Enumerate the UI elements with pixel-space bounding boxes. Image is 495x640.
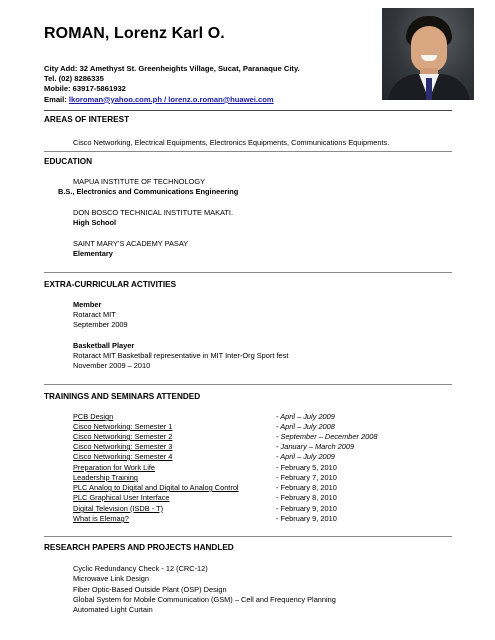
training-date: - February 5, 2010 [276, 463, 337, 472]
divider [44, 272, 452, 273]
training-name: Preparation for Work Life [73, 463, 156, 472]
contact-block [44, 64, 300, 105]
degree-name: B.S., Electronics and Communications Engineering [58, 187, 239, 196]
email-line [44, 95, 300, 105]
areas-text: Cisco Networking, Electrical Equipments, Electronics Equipments, Communications Equipments. [73, 138, 390, 147]
email-label: Email: [44, 94, 69, 104]
training-date: - February 9, 2010 [276, 514, 337, 523]
email-link[interactable]: lkoroman@yahoo.com.ph / lorenz.o.roman@huawei.com [68, 94, 274, 104]
research-item: Microwave Link Design [73, 574, 149, 583]
training-date: - April – July 2009 [276, 452, 335, 461]
profile-photo [382, 8, 474, 100]
research-item: Cyclic Redundancy Check - 12 (CRC-12) [73, 564, 208, 573]
activity-org: Rotaract MIT [73, 310, 116, 319]
training-name: PLC Graphical User Interface [73, 493, 170, 502]
training-name: Leadership Training [73, 473, 138, 482]
education-heading: EDUCATION [44, 157, 93, 166]
areas-heading: AREAS OF INTEREST [44, 115, 130, 124]
activity-role: Member [73, 300, 102, 309]
school-name: MAPUA INSTITUTE OF TECHNOLOGY [73, 177, 206, 186]
school-name: DON BOSCO TECHNICAL INSTITUTE MAKATI. [73, 208, 234, 217]
training-name: Cisco Networking: Semester 4 [73, 452, 173, 461]
training-date: - February 9, 2010 [276, 504, 337, 513]
training-name: What is Elemag? [73, 514, 129, 523]
tel-line: Tel. (02) 8286335 [44, 74, 104, 84]
training-date: - September – December 2008 [276, 432, 378, 441]
divider [44, 384, 452, 385]
activity-role: Basketball Player [73, 341, 135, 350]
training-date: - February 7, 2010 [276, 473, 337, 482]
activity-date: November 2009 – 2010 [73, 361, 151, 370]
training-name: Digital Television (ISDB - T) [73, 504, 164, 513]
research-heading: RESEARCH PAPERS AND PROJECTS HANDLED [44, 543, 234, 552]
training-date: - February 8, 2010 [276, 493, 337, 502]
school-name: SAINT MARY’S ACADEMY PASAY [73, 239, 189, 248]
training-name: Cisco Networking: Semester 1 [73, 422, 173, 431]
degree-name: High School [73, 218, 117, 227]
activity-date: September 2009 [73, 320, 128, 329]
training-name: Cisco Networking: Semester 2 [73, 432, 173, 441]
training-date: - April – July 2009 [276, 412, 335, 421]
training-name: PLC Analog to Digital and Digital to Analog Control [73, 483, 239, 492]
training-name: PCB Design [73, 412, 114, 421]
applicant-name: ROMAN, Lorenz Karl O. [44, 25, 225, 42]
address-line: City Add: 32 Amethyst St. Greenheights Village, Sucat, Paranaque City. [44, 64, 300, 73]
training-date: - April – July 2008 [276, 422, 335, 431]
divider [44, 151, 452, 152]
divider [44, 536, 452, 537]
extra-heading: EXTRA-CURRICULAR ACTIVITIES [44, 280, 177, 289]
training-date: - January – March 2009 [276, 442, 355, 451]
activity-org: Rotaract MIT Basketball representative in MIT Inter-Org Sport fest [73, 351, 289, 360]
training-name: Cisco Networking: Semester 3 [73, 442, 173, 451]
mobile-line: Mobile: 63917-5861932 [44, 84, 126, 94]
training-date: - February 8, 2010 [276, 483, 337, 492]
degree-name: Elementary [73, 249, 113, 258]
divider [44, 110, 452, 111]
research-item: Fiber Optic-Based Outside Plant (OSP) Design [73, 585, 227, 594]
research-item: Global System for Mobile Communication (GSM) – Cell and Frequency Planning [73, 595, 336, 604]
research-item: Automated Light Curtain [73, 605, 153, 614]
trainings-heading: TRAININGS AND SEMINARS ATTENDED [44, 392, 201, 401]
